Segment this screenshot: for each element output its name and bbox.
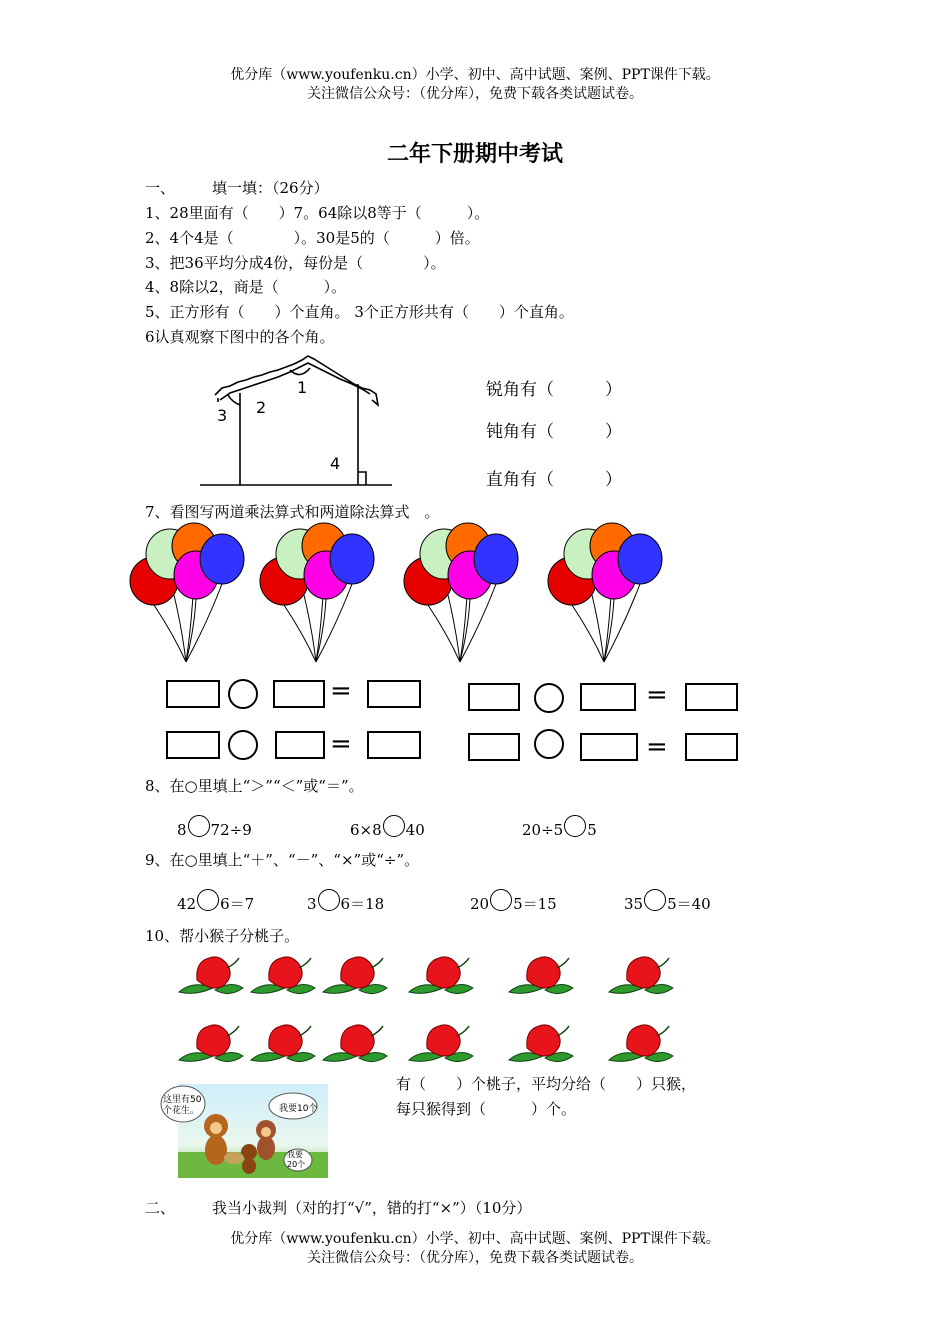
compare-item-3: 20÷5 5	[522, 815, 597, 839]
peach-grid	[175, 950, 695, 1070]
operator-item-3: 20 5＝15	[470, 889, 557, 914]
answer-box[interactable]	[367, 731, 421, 759]
answer-box[interactable]	[580, 683, 636, 711]
equals-sign: =	[330, 729, 352, 759]
monkey-speech-1: 这里有50个花生。	[163, 1095, 202, 1116]
angle-label-3: 3	[217, 406, 228, 425]
section-1-label: 填一填：（26分）	[212, 179, 329, 197]
compare-item-2: 6×8 40	[350, 815, 425, 839]
balloon	[474, 534, 518, 584]
answer-box[interactable]	[166, 731, 220, 759]
question-5: 5、正方形有（ ）个直角。 3个正方形共有（ ）个直角。	[145, 303, 574, 321]
house-angle-figure	[200, 350, 400, 490]
balloon-group	[260, 523, 374, 662]
answer-box[interactable]	[166, 680, 220, 708]
equals-sign: =	[646, 680, 668, 710]
equals-sign: =	[330, 676, 352, 706]
operator-item-1: 42 6＝7	[177, 889, 254, 914]
answer-box[interactable]	[685, 683, 738, 711]
answer-box[interactable]	[685, 733, 738, 761]
balloon	[200, 534, 244, 584]
balloon-groups	[128, 518, 778, 668]
question-4: 4、8除以2，商是（ ）。	[145, 278, 347, 296]
obtuse-angle-answer: 钝角有（ ）	[486, 422, 622, 442]
page-title: 二年下册期中考试	[386, 141, 563, 167]
question-3: 3、把36平均分成4份，每份是（ ）。	[145, 254, 446, 272]
operator-fill-circle[interactable]	[490, 889, 512, 911]
peach	[409, 1025, 473, 1062]
answer-box[interactable]	[367, 680, 421, 708]
answer-box[interactable]	[468, 683, 520, 711]
question-8: 8、在○里填上“＞”“＜”或“＝”。	[145, 777, 364, 795]
section-1-number: 一、	[145, 179, 176, 197]
balloon	[618, 534, 662, 584]
operator-circle[interactable]	[228, 730, 258, 760]
monkey-speech-2: 我要10个	[279, 1104, 318, 1114]
right-angle-answer: 直角有（ ）	[486, 470, 622, 490]
monkey-speech-3: 我要20个	[287, 1150, 306, 1169]
peach	[251, 957, 315, 994]
operator-fill-circle[interactable]	[318, 889, 340, 911]
answer-box[interactable]	[275, 731, 325, 759]
section-2-label: 我当小裁判（对的打“√”，错的打“×”）（10分）	[212, 1199, 532, 1217]
compare-circle[interactable]	[564, 815, 586, 837]
equals-sign: =	[646, 732, 668, 762]
operator-circle[interactable]	[534, 729, 564, 759]
operator-fill-circle[interactable]	[197, 889, 219, 911]
question-7: 7、看图写两道乘法算式和两道除法算式 。	[145, 503, 440, 521]
balloon	[330, 534, 374, 584]
answer-box[interactable]	[468, 733, 520, 761]
acute-angle-answer: 锐角有（ ）	[486, 380, 622, 400]
peach	[609, 1025, 673, 1062]
peach	[509, 1025, 573, 1062]
peach	[251, 1025, 315, 1062]
balloon-group	[130, 523, 244, 662]
question-2: 2、4个4是（ ）。30是5的（ ）倍。	[145, 229, 480, 247]
footer-line-1: 优分库（www.youfenku.cn）小学、初中、高中试题、案例、PPT课件下载。	[230, 1231, 720, 1247]
operator-circle[interactable]	[534, 683, 564, 713]
question-1: 1、28里面有（ ）7。64除以8等于（ ）。	[145, 204, 490, 222]
compare-circle[interactable]	[188, 815, 210, 837]
peach	[179, 1025, 243, 1062]
question-6: 6认真观察下图中的各个角。	[145, 328, 335, 346]
footer-line-2: 关注微信公众号：（优分库），免费下载各类试题试卷。	[307, 1250, 643, 1266]
operator-item-4: 35 5＝40	[624, 889, 711, 914]
header-line-2: 关注微信公众号：（优分库），免费下载各类试题试卷。	[307, 86, 643, 102]
question-10-line-2: 每只猴得到（ ）个。	[396, 1100, 577, 1118]
peach	[323, 957, 387, 994]
peach	[179, 957, 243, 994]
question-10: 10、帮小猴子分桃子。	[145, 927, 300, 945]
question-9: 9、在○里填上“＋”、“－”、“×”或“÷”。	[145, 851, 420, 869]
section-2-number: 二、	[145, 1199, 176, 1217]
header-line-1: 优分库（www.youfenku.cn）小学、初中、高中试题、案例、PPT课件下载。	[230, 67, 720, 83]
operator-circle[interactable]	[228, 679, 258, 709]
peach	[323, 1025, 387, 1062]
angle-label-2: 2	[256, 398, 267, 417]
angle-label-1: 1	[297, 378, 308, 397]
operator-item-2: 3 6＝18	[307, 889, 384, 914]
balloon-group	[404, 523, 518, 662]
answer-box[interactable]	[580, 733, 638, 761]
operator-fill-circle[interactable]	[644, 889, 666, 911]
compare-circle[interactable]	[383, 815, 405, 837]
compare-item-1: 8 72÷9	[177, 815, 252, 839]
balloon-group	[548, 523, 662, 662]
peach	[409, 957, 473, 994]
question-10-line-1: 有（ ）个桃子，平均分给（ ）只猴，	[396, 1075, 697, 1093]
peach	[609, 957, 673, 994]
answer-box[interactable]	[273, 680, 325, 708]
peach	[509, 957, 573, 994]
angle-label-4: 4	[330, 454, 341, 473]
